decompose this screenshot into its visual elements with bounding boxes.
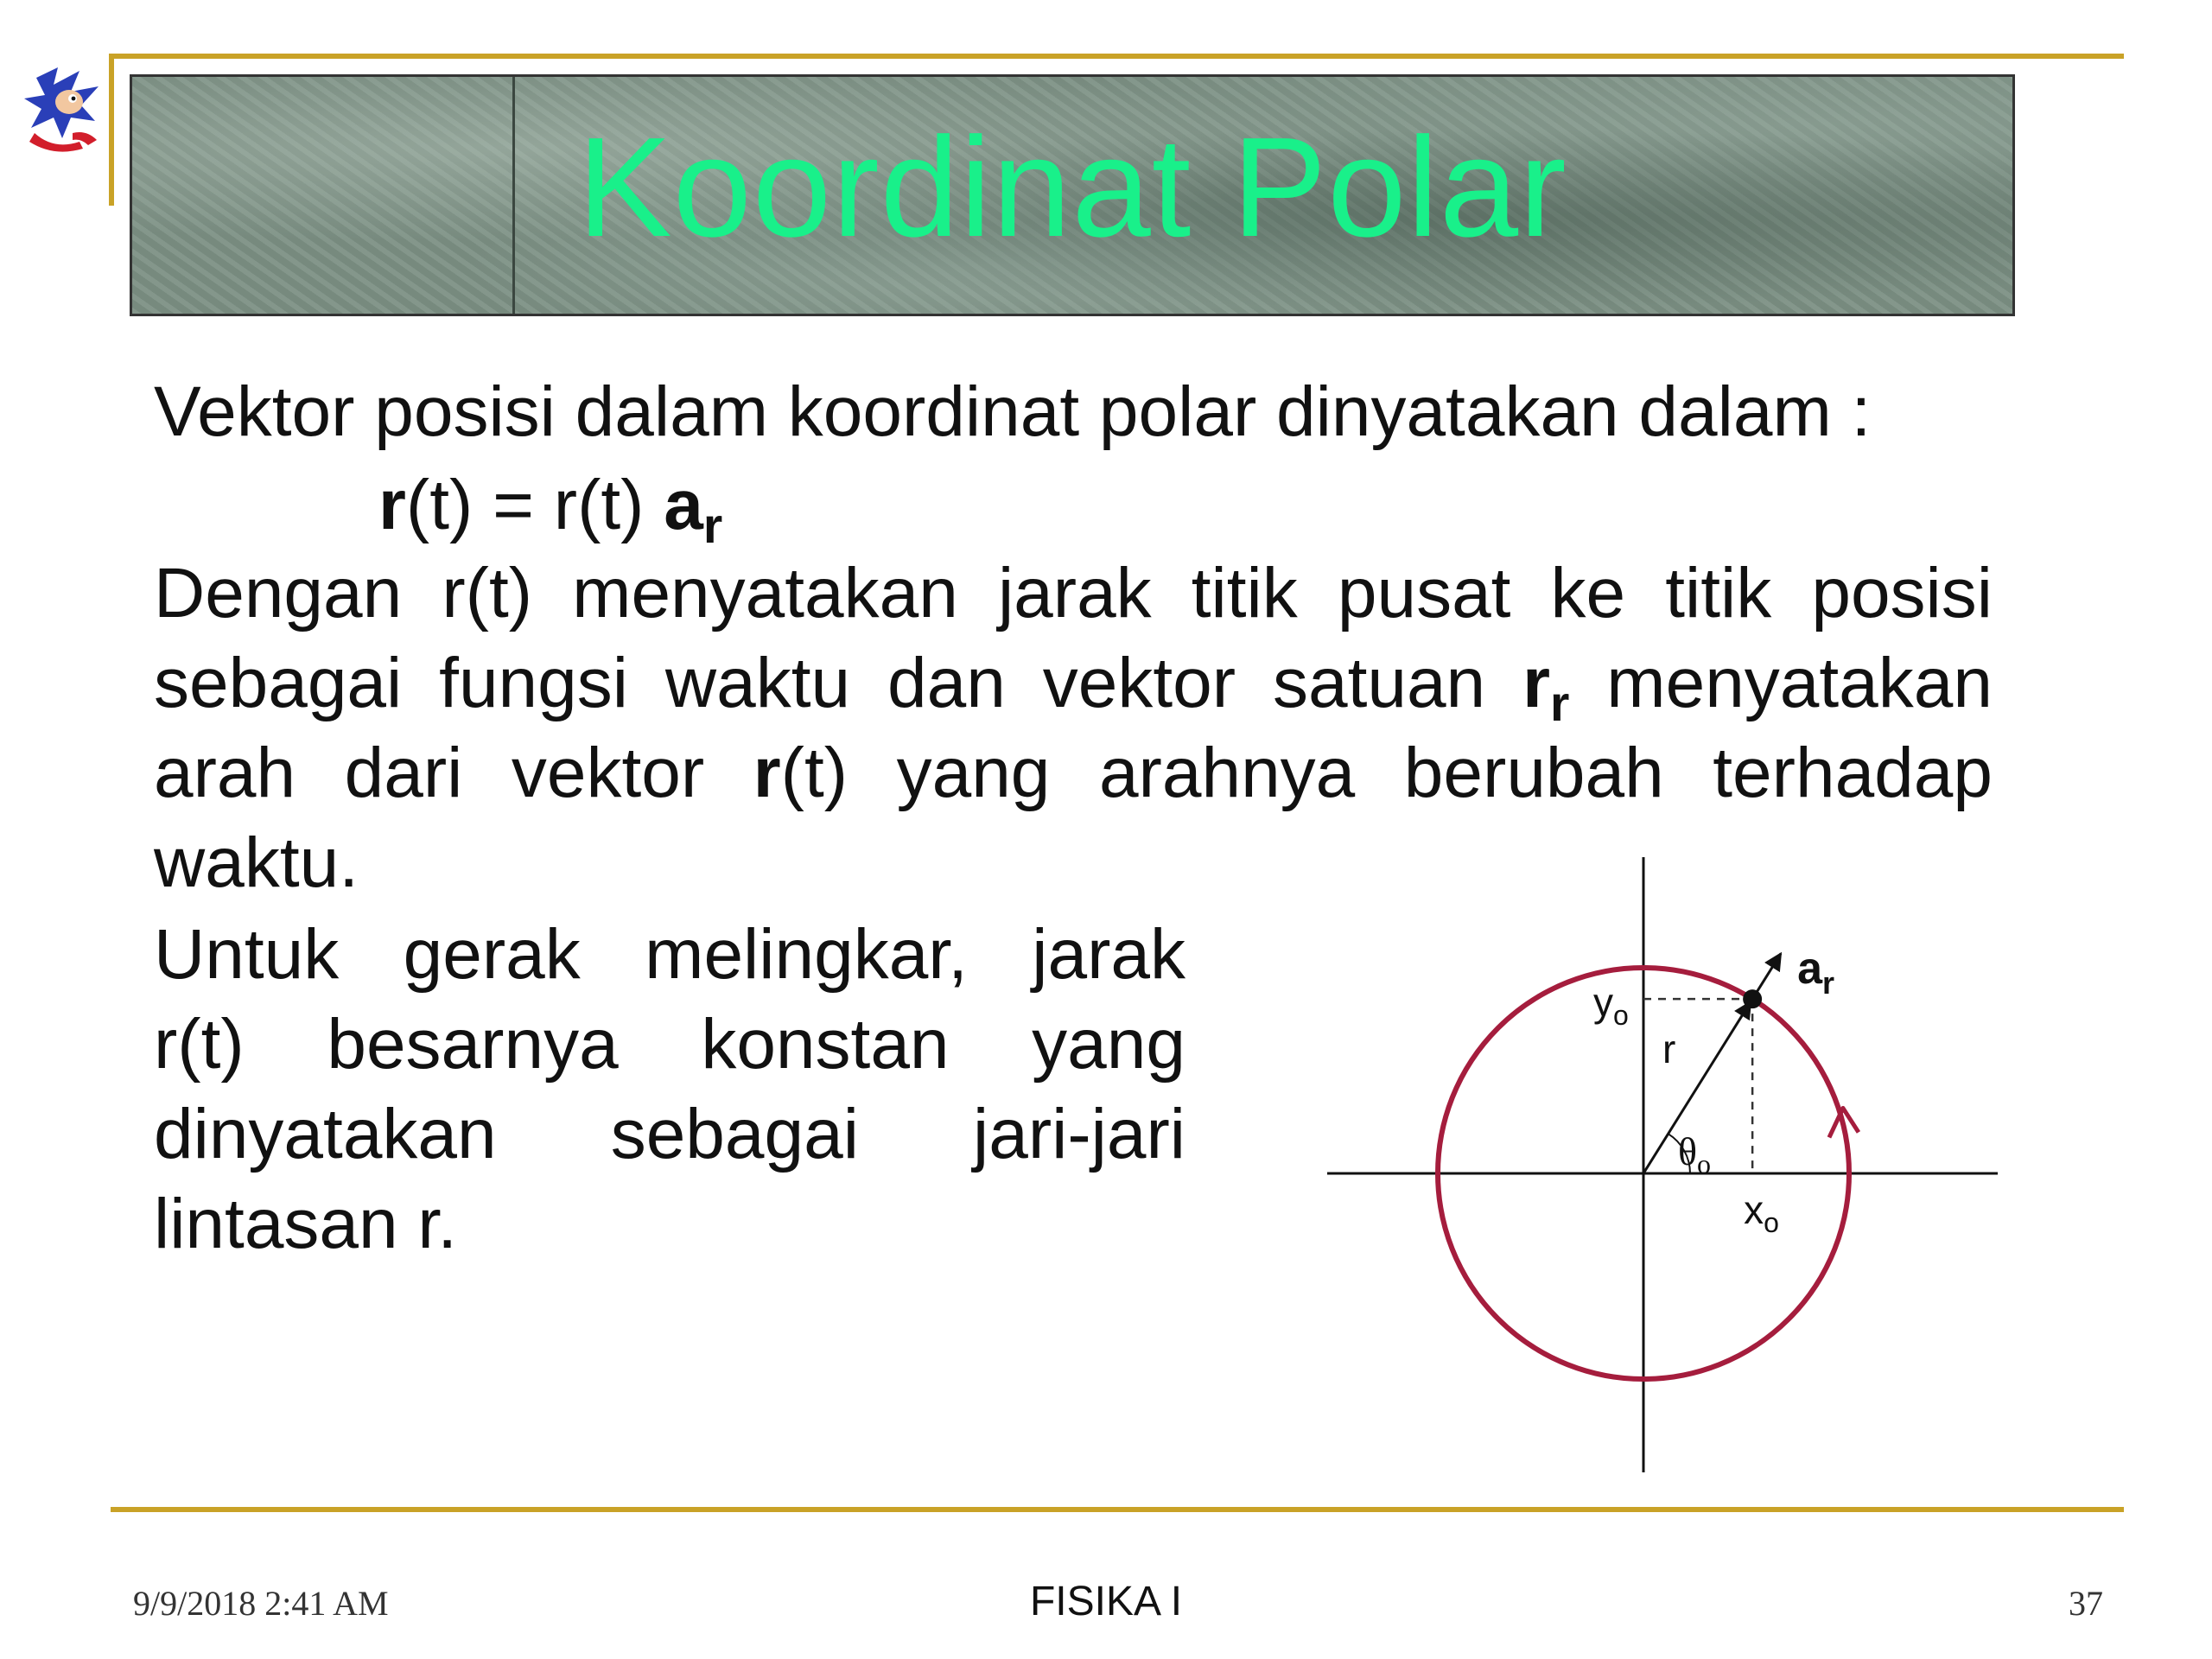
vector-r: r [753, 734, 781, 812]
footer-date: 9/9/2018 2:41 AM [133, 1584, 389, 1623]
left-accent-line [109, 54, 114, 206]
x-coordinate-label: $x_o$ [1744, 1187, 1779, 1238]
bottom-accent-line [111, 1507, 2124, 1512]
paragraph1-line1: Dengan r(t) menyatakan jarak titik pusat ke titik posisi [154, 554, 1993, 632]
formula-lhs-rest: (t) = r(t) [405, 466, 664, 544]
paragraph1-line3: arah dari vektor r(t) yang arahnya berubah terhadap [154, 734, 1993, 812]
paragraph2-line4: lintasan r. [154, 1185, 457, 1263]
footer-page-number: 37 [2069, 1584, 2103, 1623]
top-accent-line [111, 54, 2124, 59]
slide-title: Koordinat Polar [577, 108, 1567, 266]
footer-course-title: FISIKA I [1029, 1579, 1183, 1624]
paragraph1-line2: sebagai fungsi waktu dan vektor satuan $r_r$ menyatakan [154, 644, 1993, 733]
unit-vector-r: $r_r$ [1522, 644, 1570, 733]
formula-lhs-bold: r [378, 466, 406, 544]
radius-label: r [1662, 1027, 1676, 1071]
title-banner [130, 74, 2015, 316]
circular-motion-diagram [1296, 847, 2039, 1486]
paragraph2-line1: Untuk gerak melingkar, jarak [154, 915, 1185, 994]
unit-vector-label: $a_r$ [1797, 944, 1835, 1001]
paragraph1-line4: waktu. [154, 823, 359, 902]
position-vector-formula [378, 466, 723, 555]
y-coordinate-label: $y_o$ [1593, 980, 1629, 1032]
mascot-logo-icon [19, 60, 105, 156]
formula-unit-vector: $a_r$ [664, 466, 723, 555]
intro-text: Vektor posisi dalam koordinat polar dinyatakan dalam : [154, 372, 1872, 451]
paragraph2-line3: dinyatakan sebagai jari-jari [154, 1095, 1185, 1173]
angle-label: $\theta_o$ [1678, 1129, 1712, 1179]
paragraph2-line2: r(t) besarnya konstan yang [154, 1005, 1185, 1084]
position-point [1743, 989, 1762, 1008]
